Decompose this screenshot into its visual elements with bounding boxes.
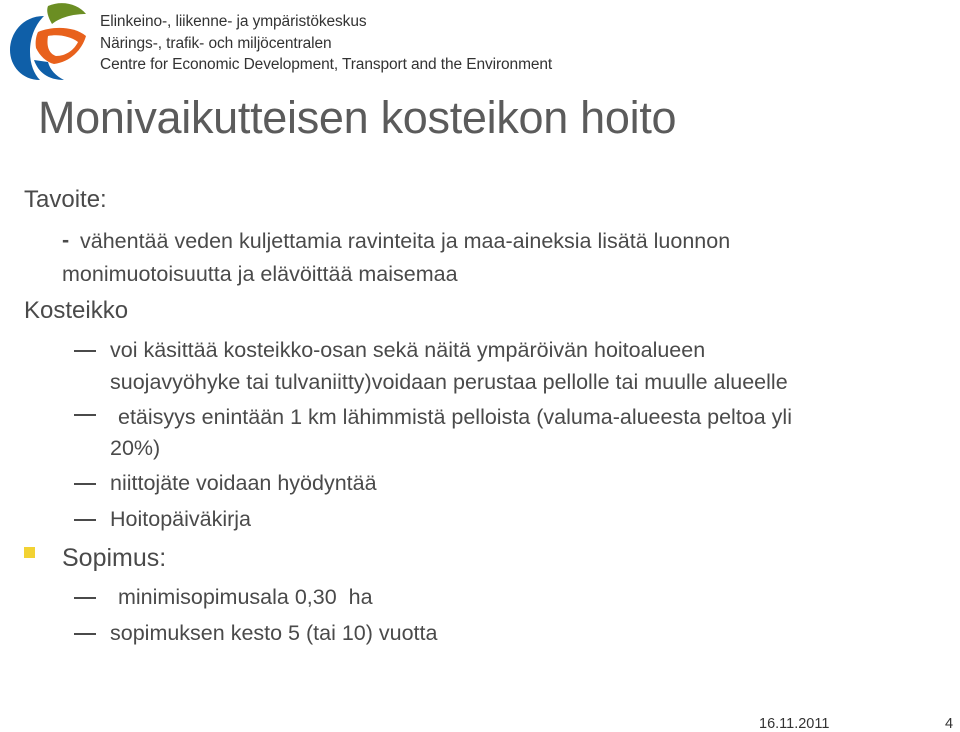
- wetland-item1-line1: voi käsittää kosteikko-osan sekä näitä ympäröivän hoitoalueen: [110, 338, 706, 362]
- goal-dash: -: [62, 228, 70, 252]
- org-name-finnish: Elinkeino-, liikenne- ja ympäristökeskus: [100, 13, 367, 30]
- org-name-swedish: Närings-, trafik- och miljöcentralen: [100, 35, 332, 52]
- goal-text-line2: monimuotoisuutta ja elävöittää maisemaa: [62, 262, 458, 286]
- ely-centre-logo: [4, 0, 90, 84]
- wetland-item2-line1: etäisyys enintään 1 km lähimmistä pelloista (valuma-alueesta peltoa yli: [118, 405, 792, 429]
- org-name-english: Centre for Economic Development, Transport and the Environment: [100, 56, 553, 73]
- goal-heading: Tavoite:: [24, 186, 107, 213]
- wetland-item4: Hoitopäiväkirja: [110, 507, 252, 531]
- agreement-item2: sopimuksen kesto 5 (tai 10) vuotta: [110, 621, 438, 645]
- wetland-item3: niittojäte voidaan hyödyntää: [110, 471, 377, 495]
- wetland-item4-dash: [74, 519, 96, 521]
- page-number: 4: [945, 716, 954, 732]
- wetland-item2-line2: 20%): [110, 436, 161, 460]
- square-bullet-icon: [24, 547, 35, 558]
- wetland-heading: Kosteikko: [24, 297, 129, 324]
- footer-date: 16.11.2011: [759, 716, 830, 732]
- wetland-item1-dash: [74, 350, 96, 352]
- agreement-item1: minimisopimusala 0,30 ha: [118, 585, 373, 609]
- agreement-item1-dash: [74, 597, 96, 599]
- logo-blue-inner: [34, 60, 64, 80]
- wetland-item3-dash: [74, 483, 96, 485]
- logo-green-leaf: [47, 3, 86, 24]
- wetland-item2-dash: [74, 414, 96, 416]
- slide-title: Monivaikutteisen kosteikon hoito: [38, 92, 677, 143]
- goal-text-line1: vähentää veden kuljettamia ravinteita ja maa-aineksia lisätä luonnon: [80, 229, 731, 253]
- agreement-item2-dash: [74, 633, 96, 635]
- wetland-item1-line2: suojavyöhyke tai tulvaniitty)voidaan perustaa pellolle tai muulle alueelle: [110, 370, 788, 394]
- agreement-heading: Sopimus:: [62, 544, 167, 572]
